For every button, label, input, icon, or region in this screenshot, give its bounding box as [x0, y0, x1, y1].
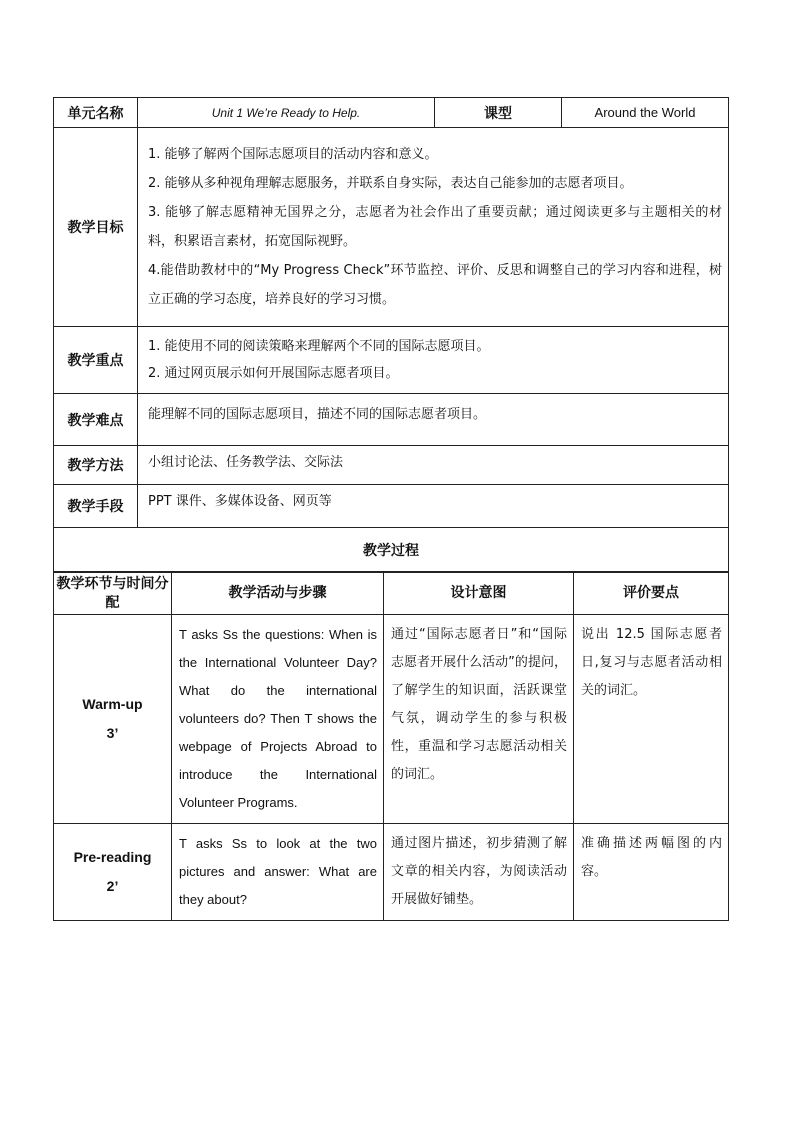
objectives-row: [54, 128, 729, 327]
methods-label: 教学方法: [54, 446, 138, 485]
stage-time: 3’: [106, 725, 119, 741]
process-table: [53, 572, 729, 921]
process-title-row: [54, 528, 729, 572]
evaluation-header: 评价要点: [574, 573, 729, 615]
intent-cell: 通过图片描述，初步猜测了解文章的相关内容，为阅读活动开展做好铺垫。: [384, 824, 574, 921]
objectives-label: 教学目标: [54, 128, 138, 327]
unit-row: [54, 98, 729, 128]
stage-cell: [54, 615, 172, 824]
evaluation-cell: 说出 12.5 国际志愿者日,复习与志愿者活动相关的词汇。: [574, 615, 729, 824]
objective-item: 2. 能够从多种视角理解志愿服务，并联系自身实际，表达自己能参加的志愿者项目。: [148, 176, 633, 191]
key-point-item: 2. 通过网页展示如何开展国际志愿者项目。: [148, 366, 399, 381]
difficulties-text: 能理解不同的国际志愿项目，描述不同的国际志愿者项目。: [138, 394, 729, 446]
process-header-row: [54, 573, 729, 615]
intent-cell: 通过“国际志愿者日”和“国际志愿者开展什么活动”的提问，了解学生的知识面，活跃课堂气氛，调动学生的参与积极性，重温和学习志愿活动相关的词汇。: [384, 615, 574, 824]
type-label: 课型: [435, 98, 562, 128]
process-row: [54, 824, 729, 921]
activity-cell: T asks Ss to look at the two pictures and answer: What are they about?: [172, 824, 384, 921]
stage-name: Warm-up: [82, 696, 143, 712]
unit-value: Unit 1 We’re Ready to Help.: [138, 98, 435, 128]
stage-header: 教学环节与时间分配: [54, 573, 172, 615]
objective-item: 3. 能够了解志愿精神无国界之分，志愿者为社会作出了重要贡献；通过阅读更多与主题相关的材料，积累语言素材，拓宽国际视野。: [148, 205, 722, 249]
difficulties-label: 教学难点: [54, 394, 138, 446]
means-label: 教学手段: [54, 485, 138, 528]
means-text: PPT 课件、多媒体设备、网页等: [138, 485, 729, 528]
methods-text: 小组讨论法、任务教学法、交际法: [138, 446, 729, 485]
process-title: 教学过程: [54, 528, 729, 572]
difficulties-row: [54, 394, 729, 446]
stage-name: Pre-reading: [73, 849, 152, 865]
lesson-info-table: [53, 97, 729, 572]
key-points-content: [138, 327, 729, 394]
type-value: Around the World: [562, 98, 729, 128]
means-row: [54, 485, 729, 528]
intent-header: 设计意图: [384, 573, 574, 615]
evaluation-cell: 准确描述两幅图的内容。: [574, 824, 729, 921]
stage-cell: [54, 824, 172, 921]
activity-cell: T asks Ss the questions: When is the International Volunteer Day? What do the international volunteers do? Then T shows the webpage of Projects Abroad to introduce the International Volunteer Programs.: [172, 615, 384, 824]
objective-item: 4.能借助教材中的“My Progress Check”环节监控、评价、反思和调整自己的学习内容和进程，树立正确的学习态度，培养良好的学习习惯。: [148, 263, 722, 307]
unit-label: 单元名称: [54, 98, 138, 128]
objectives-content: [138, 128, 729, 327]
key-points-label: 教学重点: [54, 327, 138, 394]
methods-row: [54, 446, 729, 485]
process-row: [54, 615, 729, 824]
key-points-row: [54, 327, 729, 394]
objective-item: 1. 能够了解两个国际志愿项目的活动内容和意义。: [148, 147, 438, 162]
key-point-item: 1. 能使用不同的阅读策略来理解两个不同的国际志愿项目。: [148, 339, 490, 354]
stage-time: 2’: [106, 878, 119, 894]
activity-header: 教学活动与步骤: [172, 573, 384, 615]
